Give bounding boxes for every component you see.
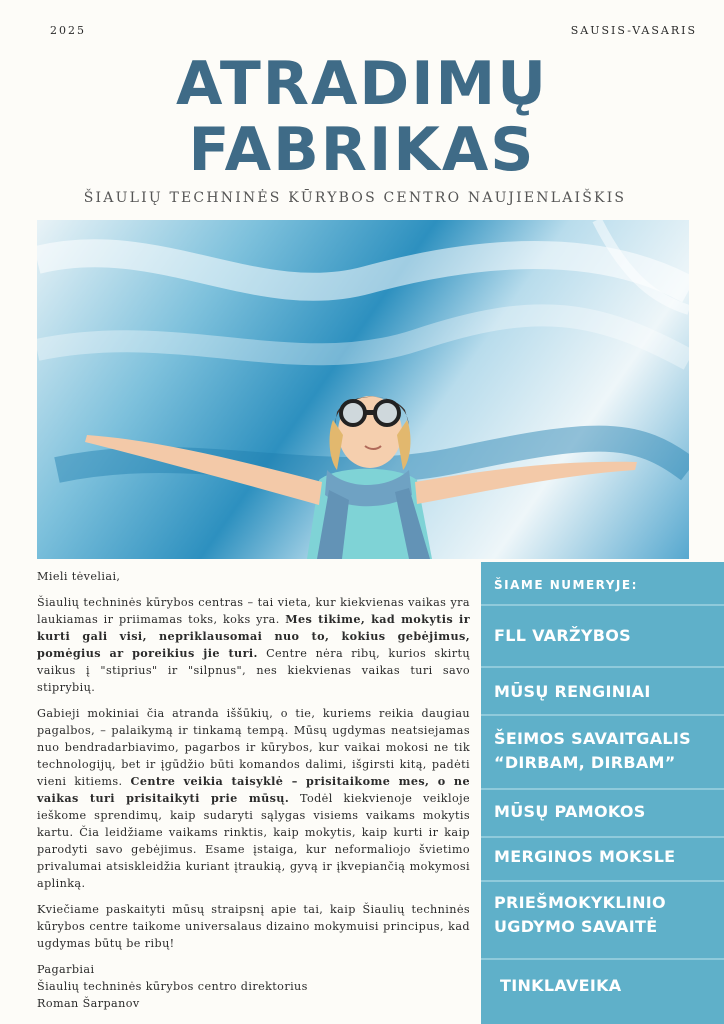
p2-text-c: Todėl kiekvienoje veikloje ieškome sprendimų, kaip sudaryti sąlygas visiems vaikams mokytis kartu. Čia leidžiame vaikams rinktis, kaip mokytis, kaip kurti ir kaip parodyti savo gebėjimus. Esame įstaiga, kur neformaliojo švietimo privalumai atsiskleidžia kuriant įtraukią, gyvą ir įkvepiančią mokymosi aplinką. bbox=[37, 792, 470, 890]
signature-closing: Pagarbiai bbox=[37, 963, 95, 976]
issue-label: SAUSIS-VASARIS bbox=[570, 24, 697, 37]
letter-greeting: Mieli tėveliai, bbox=[37, 570, 121, 583]
title-line-1: ATRADIMŲ bbox=[176, 49, 548, 119]
p2-emphasis: Centre veikia taisyklė – prisitaikome mes, o ne vaikas turi prisitaikyti prie mūsų. bbox=[37, 774, 470, 805]
newsletter-subtitle: ŠIAULIŲ TECHNINĖS KŪRYBOS CENTRO NAUJIENLAIŠKIS bbox=[83, 190, 627, 206]
title-line-2: FABRIKAS bbox=[188, 115, 536, 185]
contents-item-family-weekend-1[interactable]: ŠEIMOS SAVAITGALIS bbox=[494, 729, 691, 748]
letter-paragraph-3: Kviečiame paskaityti mūsų straipsnį apie tai, kaip Šiaulių techninės kūrybos centre taikome universalaus dizaino mokymuisi principus, kad ugdymas būtų be ribų! bbox=[37, 903, 470, 950]
p1-text-a: Šiaulių techninės kūrybos centras – tai vieta, kur kiekvienas vaikas yra laukiamas ir priimamas toks, koks yra. bbox=[37, 596, 470, 626]
contents-item-preschool-2[interactable]: UGDYMO SAVAITĖ bbox=[494, 917, 658, 936]
editor-letter bbox=[37, 568, 470, 1012]
letter-paragraph-2 bbox=[37, 705, 470, 892]
p2-text-a: Gabieji mokiniai čia atranda iššūkių, o tie, kuriems reikia daugiau pagalbos, – palaikymą ir tinkamą tempą. Mūsų ugdymas neatsiejamas nuo bendradarbiavimo, pagarbos ir kūrybos, kur vaikai mokosi ne tik technologijų, bet ir įgūdžio būti komandos dalimi, išgirsti kitą, padėti vieni kitiems. bbox=[37, 707, 470, 788]
divider bbox=[481, 880, 724, 882]
divider bbox=[481, 836, 724, 838]
contents-item-networking[interactable]: TINKLAVEIKA bbox=[500, 976, 622, 995]
divider bbox=[481, 604, 724, 606]
signature-name: Roman Šarpanov bbox=[37, 997, 140, 1010]
contents-item-preschool-1[interactable]: PRIEŠMOKYKLINIO bbox=[494, 893, 666, 912]
p1-emphasis: Mes tikime, kad mokytis ir kurti gali visi, nepriklausomai nuo to, kokius gebėjimus, pomėgius ar poreikius jie turi. bbox=[37, 612, 470, 660]
hero-image bbox=[37, 220, 689, 559]
contents-item-fll[interactable]: FLL VARŽYBOS bbox=[494, 626, 631, 645]
contents-item-events[interactable]: MŪSŲ RENGINIAI bbox=[494, 682, 651, 701]
letter-paragraph-1 bbox=[37, 594, 470, 696]
contents-item-girls-in-science[interactable]: MERGINOS MOKSLE bbox=[494, 847, 676, 866]
contents-sidebar bbox=[481, 562, 724, 1024]
p1-text-c: Centre nėra ribų, kurios skirtų vaikus į "stiprius" ir "silpnus", nes kiekvienas vaikas turi savo stiprybių. bbox=[37, 647, 470, 694]
divider bbox=[481, 666, 724, 668]
divider bbox=[481, 788, 724, 790]
divider bbox=[481, 958, 724, 960]
child-with-goggles-illustration bbox=[37, 220, 689, 559]
contents-item-family-weekend-2[interactable]: “DIRBAM, DIRBAM” bbox=[494, 753, 676, 772]
divider bbox=[481, 714, 724, 716]
signature-role: Šiaulių techninės kūrybos centro direktorius bbox=[37, 980, 308, 993]
contents-heading: ŠIAME NUMERYJE: bbox=[494, 578, 638, 592]
year-label: 2025 bbox=[50, 24, 86, 37]
contents-item-lessons[interactable]: MŪSŲ PAMOKOS bbox=[494, 802, 646, 821]
letter-signature bbox=[37, 961, 470, 1012]
